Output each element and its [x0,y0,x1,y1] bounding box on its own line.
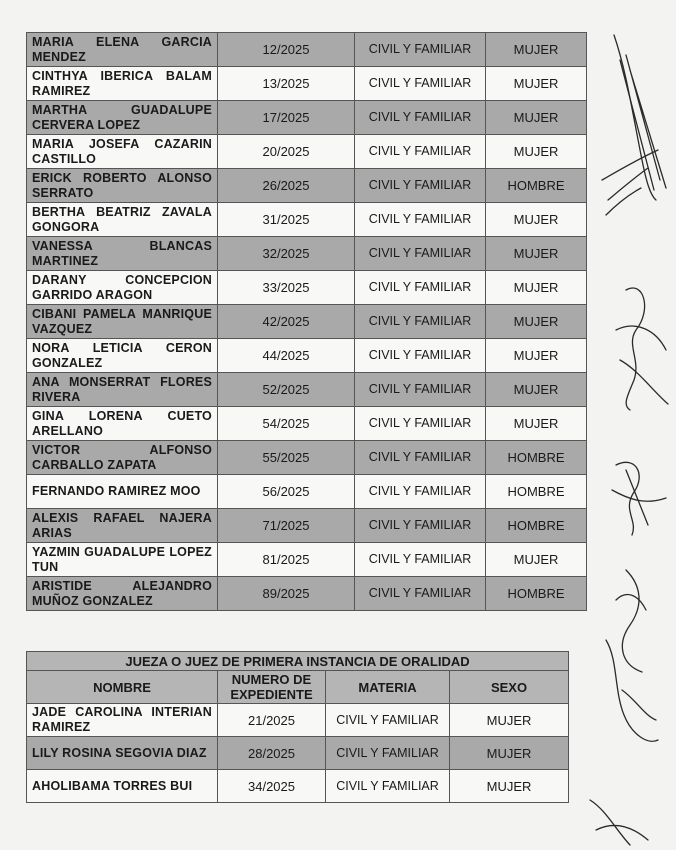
cell-sexo: MUJER [486,339,587,373]
table-row [27,135,587,169]
cell-materia: CIVIL Y FAMILIAR [355,305,486,339]
cell-sexo: MUJER [486,271,587,305]
signature-4 [616,570,646,672]
table-row [27,737,569,770]
cell-expediente: 21/2025 [218,704,326,737]
cell-nombre: NORA LETICIA CERON GONZALEZ [27,339,218,373]
cell-sexo: MUJER [486,237,587,271]
cell-sexo: MUJER [450,704,569,737]
cell-materia: CIVIL Y FAMILIAR [355,339,486,373]
signature-5 [606,640,658,741]
cell-expediente: 33/2025 [218,271,355,305]
cell-materia: CIVIL Y FAMILIAR [355,509,486,543]
cell-materia: CIVIL Y FAMILIAR [355,577,486,611]
cell-sexo: MUJER [486,203,587,237]
oralidad-judges-table [26,651,569,803]
cell-expediente: 20/2025 [218,135,355,169]
cell-nombre: GINA LORENA CUETO ARELLANO [27,407,218,441]
cell-expediente: 26/2025 [218,169,355,203]
cell-expediente: 32/2025 [218,237,355,271]
table-row [27,543,587,577]
cell-sexo: HOMBRE [486,577,587,611]
cell-sexo: MUJER [450,737,569,770]
table-row [27,237,587,271]
cell-materia: CIVIL Y FAMILIAR [355,407,486,441]
cell-nombre: CINTHYA IBERICA BALAM RAMIREZ [27,67,218,101]
cell-materia: CIVIL Y FAMILIAR [355,33,486,67]
judges-table [26,32,587,611]
signature-1 [602,35,666,215]
cell-nombre: AHOLIBAMA TORRES BUI [27,770,218,803]
signature-6 [590,800,648,845]
judges-table-body [27,33,587,611]
cell-expediente: 54/2025 [218,407,355,441]
cell-materia: CIVIL Y FAMILIAR [355,441,486,475]
cell-expediente: 28/2025 [218,737,326,770]
cell-sexo: MUJER [486,135,587,169]
cell-nombre: ARISTIDE ALEJANDRO MUÑOZ GONZALEZ [27,577,218,611]
cell-sexo: HOMBRE [486,441,587,475]
cell-sexo: MUJER [486,373,587,407]
table-row [27,577,587,611]
cell-sexo: MUJER [486,305,587,339]
handwritten-signatures [586,0,676,850]
cell-nombre: MARIA JOSEFA CAZARIN CASTILLO [27,135,218,169]
cell-materia: CIVIL Y FAMILIAR [355,475,486,509]
cell-nombre: MARTHA GUADALUPE CERVERA LOPEZ [27,101,218,135]
header-expediente: NUMERO DE EXPEDIENTE [218,671,326,704]
cell-materia: CIVIL Y FAMILIAR [355,203,486,237]
cell-expediente: 34/2025 [218,770,326,803]
header-materia: MATERIA [326,671,450,704]
cell-nombre: MARIA ELENA GARCIA MENDEZ [27,33,218,67]
cell-sexo: MUJER [450,770,569,803]
table-row [27,305,587,339]
cell-expediente: 44/2025 [218,339,355,373]
cell-nombre: VICTOR ALFONSO CARBALLO ZAPATA [27,441,218,475]
cell-nombre: LILY ROSINA SEGOVIA DIAZ [27,737,218,770]
cell-nombre: BERTHA BEATRIZ ZAVALA GONGORA [27,203,218,237]
cell-sexo: MUJER [486,407,587,441]
cell-sexo: MUJER [486,33,587,67]
cell-materia: CIVIL Y FAMILIAR [355,373,486,407]
cell-nombre: VANESSA BLANCAS MARTINEZ [27,237,218,271]
table-row [27,67,587,101]
cell-nombre: FERNANDO RAMIREZ MOO [27,475,218,509]
cell-materia: CIVIL Y FAMILIAR [355,135,486,169]
cell-materia: CIVIL Y FAMILIAR [326,770,450,803]
cell-materia: CIVIL Y FAMILIAR [326,704,450,737]
cell-materia: CIVIL Y FAMILIAR [355,101,486,135]
table-row [27,339,587,373]
table-row [27,475,587,509]
table-row [27,169,587,203]
cell-sexo: MUJER [486,67,587,101]
header-nombre: NOMBRE [27,671,218,704]
cell-sexo: MUJER [486,543,587,577]
cell-expediente: 42/2025 [218,305,355,339]
cell-sexo: HOMBRE [486,169,587,203]
cell-expediente: 31/2025 [218,203,355,237]
cell-sexo: MUJER [486,101,587,135]
header-sexo: SEXO [450,671,569,704]
cell-materia: CIVIL Y FAMILIAR [326,737,450,770]
cell-sexo: HOMBRE [486,509,587,543]
cell-materia: CIVIL Y FAMILIAR [355,169,486,203]
cell-expediente: 56/2025 [218,475,355,509]
oralidad-table-body [27,704,569,803]
signature-2 [616,288,668,410]
table-row [27,770,569,803]
cell-nombre: JADE CAROLINA INTERIAN RAMIREZ [27,704,218,737]
cell-expediente: 17/2025 [218,101,355,135]
cell-materia: CIVIL Y FAMILIAR [355,271,486,305]
cell-expediente: 89/2025 [218,577,355,611]
table-row [27,373,587,407]
cell-expediente: 71/2025 [218,509,355,543]
cell-expediente: 52/2025 [218,373,355,407]
cell-nombre: YAZMIN GUADALUPE LOPEZ TUN [27,543,218,577]
cell-nombre: CIBANI PAMELA MANRIQUE VAZQUEZ [27,305,218,339]
table-row [27,441,587,475]
table-title: JUEZA O JUEZ DE PRIMERA INSTANCIA DE ORALIDAD [27,652,569,671]
table-row [27,203,587,237]
cell-nombre: ANA MONSERRAT FLORES RIVERA [27,373,218,407]
table-row [27,101,587,135]
signature-3 [612,462,666,535]
cell-nombre: ERICK ROBERTO ALONSO SERRATO [27,169,218,203]
cell-nombre: DARANY CONCEPCION GARRIDO ARAGON [27,271,218,305]
table-row [27,509,587,543]
table-row [27,33,587,67]
cell-materia: CIVIL Y FAMILIAR [355,543,486,577]
cell-sexo: HOMBRE [486,475,587,509]
cell-expediente: 55/2025 [218,441,355,475]
cell-nombre: ALEXIS RAFAEL NAJERA ARIAS [27,509,218,543]
table-row [27,704,569,737]
cell-materia: CIVIL Y FAMILIAR [355,237,486,271]
cell-materia: CIVIL Y FAMILIAR [355,67,486,101]
cell-expediente: 13/2025 [218,67,355,101]
table-row [27,271,587,305]
cell-expediente: 81/2025 [218,543,355,577]
table-row [27,407,587,441]
cell-expediente: 12/2025 [218,33,355,67]
